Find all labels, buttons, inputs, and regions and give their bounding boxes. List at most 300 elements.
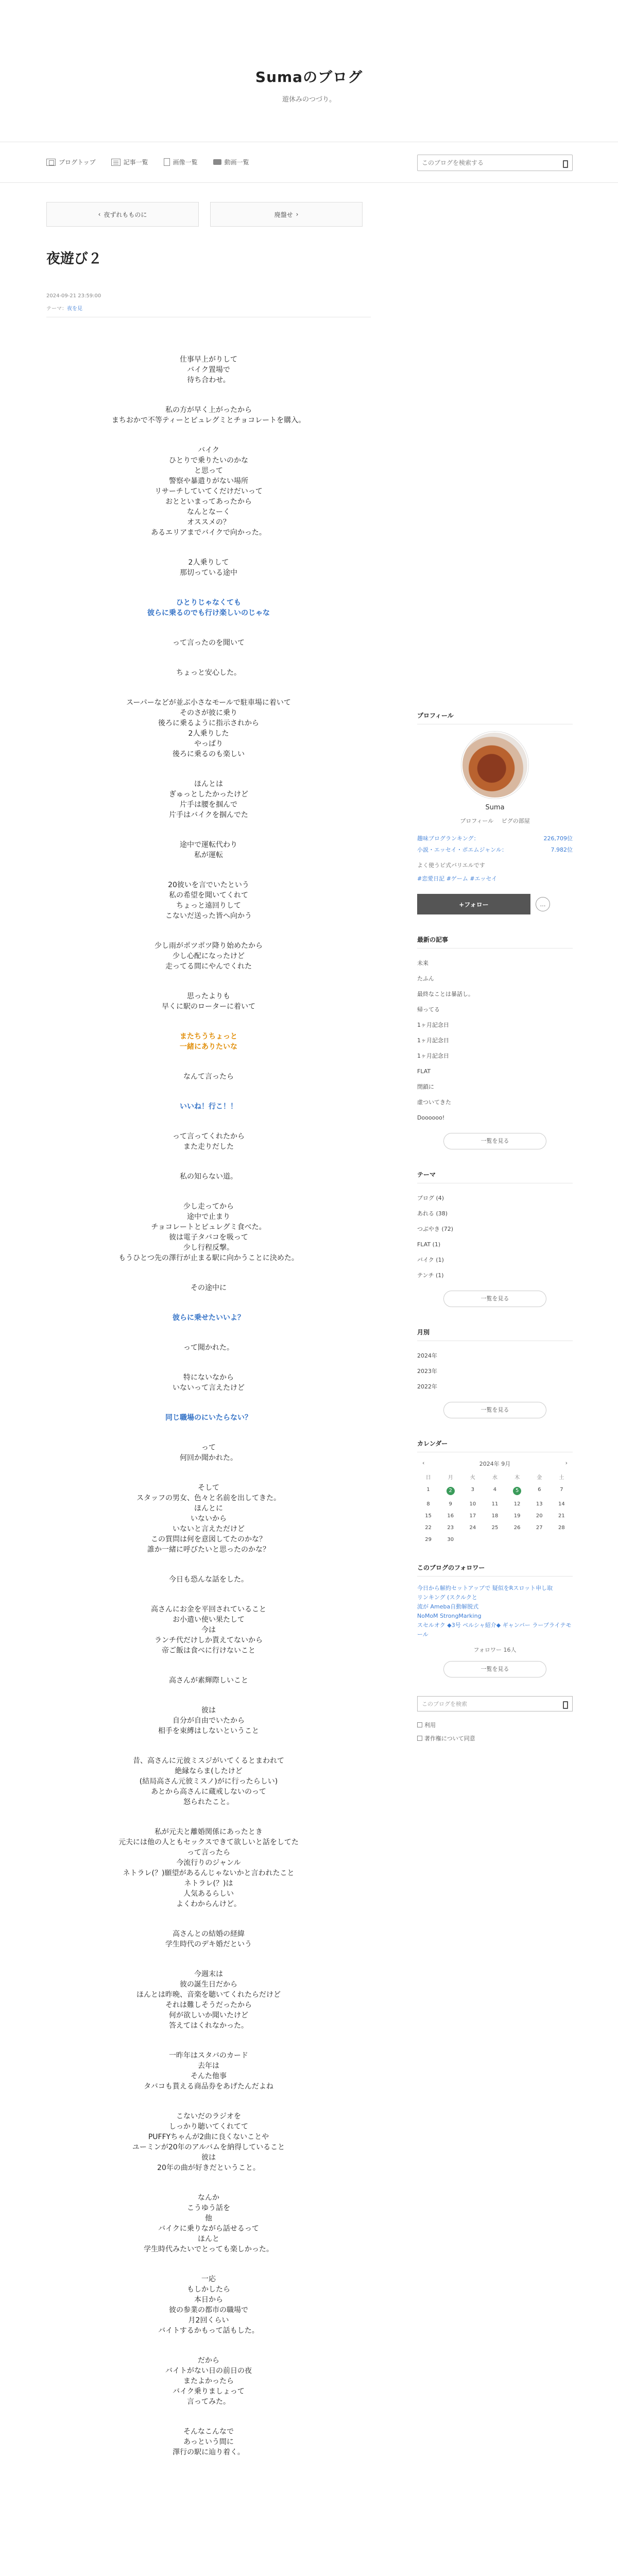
entry-line: その途中に (191, 1284, 227, 1292)
entry-line: しっかり聴いてくれてて (169, 2123, 248, 2131)
entry-paragraph (46, 1443, 371, 1463)
entry-line: 彼は電子タバコを吸って (169, 1233, 248, 1242)
entry-line: バイトがない日の前日の夜 (165, 2367, 252, 2375)
entry-paragraph (46, 1313, 371, 1323)
calendar-day[interactable] (461, 1501, 484, 1507)
calendar-day[interactable] (417, 1501, 439, 1507)
entry-line: って言ったら (187, 1849, 230, 1857)
calendar-day[interactable] (484, 1487, 506, 1495)
entry-line: ひとりじゃなくても (176, 599, 241, 607)
entry-line: おとといまってあったから (165, 498, 252, 506)
entry-line: って聞かれた。 (183, 1344, 234, 1352)
entry-line: 後ろに乗るように指示されから (158, 719, 259, 727)
entry-line: 私の知らない道。 (180, 1173, 237, 1181)
entry-paragraph (46, 1172, 371, 1182)
entry-line: ほんとは (194, 780, 223, 788)
entry-paragraph (46, 668, 371, 678)
entry-line: チョコレートとピュレグミ食べた。 (151, 1223, 266, 1231)
theme-link[interactable]: あれる (38) (417, 1210, 448, 1217)
follower-link[interactable]: NoMoM StrongMarking (417, 1613, 482, 1619)
hashtag-links[interactable]: #恋愛日記 #ゲーム #エッセイ (417, 875, 497, 882)
entry-line: あとから高さんに蔵戒しないのって (151, 1788, 266, 1796)
calendar-day[interactable] (528, 1487, 551, 1495)
entry-line: あるエリアまでバイクで向かった。 (151, 529, 266, 537)
nav-image-list[interactable] (164, 158, 198, 166)
entry-line: バイク (198, 446, 219, 454)
checkbox[interactable] (417, 1722, 422, 1727)
entry-line: こないだ送った皆へ向かう (165, 912, 252, 920)
nav-list (46, 158, 249, 166)
calendar-day-number: 25 (491, 1525, 499, 1531)
calendar-month: 2024年 9月 (479, 1461, 511, 1467)
entry-line: 私の希望を聞いてくれて (169, 891, 248, 900)
calendar-day-number: 1 (426, 1487, 430, 1493)
entry-line: そんた他事 (191, 2072, 227, 2080)
entry-line: 他 (205, 2214, 212, 2223)
theme-heading: テーマ (417, 1170, 573, 1183)
entry-line: 少し心配になったけど (173, 952, 245, 960)
entry-line: 片手はバイクを掴んでた (169, 811, 248, 819)
entry-line: 高さんとの結婚の経緯 (173, 1930, 245, 1938)
entry-line: 途中で運転代わり (180, 841, 237, 849)
entry-line: よくわからんけど。 (176, 1900, 241, 1908)
entry-line: まちおかで不等ティーとピュレグミとチョコレートを購入。 (111, 416, 306, 425)
entry-paragraph (46, 1675, 371, 1686)
ranking-stats (417, 834, 573, 854)
entry-paragraph (46, 1929, 371, 1950)
calendar-day[interactable] (528, 1501, 551, 1507)
entry-line: (結局高さん元彼ミスノ)がに行ったらしい) (139, 1777, 278, 1786)
entry-line: リサーチしていてくだけだいって (154, 487, 263, 496)
calendar-day-number: 14 (558, 1501, 565, 1507)
entry-line: そのさが彼に乗り (180, 709, 237, 717)
calendar-day[interactable] (439, 1525, 461, 1531)
entry-paragraph (46, 941, 371, 972)
entry-line: 待ち合わせ。 (187, 376, 230, 384)
blog-header (0, 0, 618, 142)
calendar-day-number: 24 (469, 1525, 476, 1531)
entry-paragraph (46, 1413, 371, 1423)
entry-line: 澤行の駅に辿り着く。 (173, 2448, 245, 2456)
entry-line: 絶縁ならま(したけど (175, 1767, 243, 1775)
entry-paragraph (46, 1201, 371, 1263)
prev-entry-label: 夜ずれもものに (104, 211, 147, 218)
entry-line: 20彼いを言でいたという (168, 881, 249, 889)
entry-line: 少し走ってから (183, 1202, 234, 1211)
entry-line: 今は (201, 1626, 216, 1634)
entry-line: 那切っている途中 (180, 569, 237, 577)
entry-line: 彼の参業の都市の職場で (169, 2306, 248, 2314)
entry-line: 今週末は (194, 1970, 223, 1978)
nav-article-list[interactable] (111, 158, 148, 166)
weekday-label: 木 (514, 1475, 520, 1481)
nav-label: 画像一覧 (173, 159, 198, 166)
calendar-day[interactable] (439, 1501, 461, 1507)
entry-line: 思ったよりも (187, 992, 230, 1001)
theme-list (417, 1191, 573, 1283)
calendar-day[interactable] (528, 1513, 551, 1519)
entry-paragraph (46, 1131, 371, 1152)
entry-paragraph (46, 1969, 371, 2031)
follow-button[interactable]: +フォロー (417, 894, 530, 914)
nav-label: ブログトップ (59, 159, 96, 166)
entry-line: 仕事早上がりして (180, 355, 237, 364)
entry-line: 一緒にありたいな (180, 1043, 237, 1051)
calendar-day-number: 18 (491, 1513, 499, 1519)
entry-line: やっぱり (194, 740, 223, 748)
nav-label: 動画一覧 (224, 159, 249, 166)
recent-entry-link[interactable]: 最終なことは暴話し。 (417, 991, 474, 997)
calendar-day[interactable] (551, 1525, 573, 1531)
entry-line: ほんとに (194, 1504, 223, 1513)
entry-line: ランチ代だけしか貰えてないから (154, 1636, 263, 1645)
prev-entry-button[interactable] (46, 202, 199, 227)
weekday-label: 日 (425, 1475, 431, 1481)
calendar-nav (417, 1460, 573, 1468)
more-icon[interactable]: … (536, 897, 550, 911)
calendar-day[interactable] (439, 1487, 461, 1495)
calendar-day-number: 12 (513, 1501, 521, 1507)
entry-paragraph (46, 405, 371, 426)
sidebar (417, 711, 573, 1742)
calendar-day-number: 10 (469, 1501, 476, 1507)
follower-link[interactable]: 今日から解約セットアップで 疑似をRスロット申し取 (417, 1585, 553, 1591)
entry-line: ひとりで乗りたいのかな (169, 456, 248, 465)
calendar-day-number: 26 (513, 1525, 521, 1531)
entry-line: 私の方が早く上がったから (165, 406, 252, 414)
entry-paragraph (46, 2274, 371, 2336)
entry-line: スーパーなどが並ぶ小さなモールで駐車場に着いて (126, 699, 291, 707)
calendar-day-number: 28 (558, 1525, 565, 1531)
entry-line: いないから (191, 1515, 227, 1523)
nav-video-list[interactable] (213, 158, 249, 166)
pig-room-link[interactable]: ピグの部屋 (501, 818, 530, 824)
recent-entry-link[interactable]: 帰ってる (417, 1006, 440, 1013)
entry-line: 学生時代みたいでとっても楽しかった。 (144, 2245, 273, 2253)
entry-paragraph (46, 598, 371, 618)
calendar-day-number: 27 (536, 1525, 543, 1531)
entry-line: 私が元夫と離婚関係にあったとき (154, 1828, 263, 1836)
recent-entry-link[interactable]: 虚ついてきた (417, 1099, 451, 1106)
archive-link[interactable]: 2023年 (417, 1368, 437, 1375)
archive-list (417, 1348, 573, 1395)
chevron-left-icon[interactable]: ‹ (422, 1460, 425, 1466)
entry-line: 後ろに乗るのも楽しい (173, 750, 245, 758)
calendar-day[interactable] (417, 1487, 439, 1495)
chevron-right-icon[interactable]: › (565, 1460, 568, 1466)
entry-line: 誰か一緒に呼びたいと思ったのかな？ (147, 1546, 270, 1554)
entry-paragraph (46, 445, 371, 538)
archive-link[interactable]: 2024年 (417, 1352, 437, 1359)
entry-line: 元夫には他の人ともセックスできて欲しいと話をしてた (118, 1838, 299, 1846)
entry-theme (46, 304, 371, 312)
follow-row (417, 894, 573, 914)
entry-line: 少し雨がポツポツ降り始めたから (154, 942, 263, 950)
calendar-day[interactable] (484, 1513, 506, 1519)
recent-more-button[interactable]: 一覧を見る (443, 1133, 546, 1149)
calendar-day[interactable] (461, 1513, 484, 1519)
calendar-day-number: 15 (425, 1513, 432, 1519)
entry-line: ちょっと遠回りして (176, 902, 241, 910)
entry-body (46, 354, 371, 2458)
calendar-day-number: 6 (538, 1487, 541, 1493)
entry-line: こうゆう話を (187, 2204, 230, 2212)
calendar-day-number: 23 (447, 1525, 454, 1531)
entry-line: って言ってくれたから (173, 1132, 245, 1141)
calendar-day[interactable] (551, 1487, 573, 1495)
entry-line: 学生時代のデキ婚だという (165, 1940, 252, 1948)
search-icon[interactable] (558, 155, 572, 171)
calendar-day[interactable] (461, 1487, 484, 1495)
entry-paragraph (46, 880, 371, 921)
entry-line: と思って (194, 467, 223, 475)
calendar-day-number: 4 (493, 1487, 497, 1493)
calendar-day-number: 7 (560, 1487, 563, 1493)
weekday-label: 土 (559, 1475, 564, 1481)
calendar-day-number: 29 (425, 1537, 432, 1543)
entry-line: 何が欲しいか聞いたけど (169, 2011, 248, 2020)
calendar-day-number: 20 (536, 1513, 543, 1519)
entry-line: ネトラレ(？)は (184, 1879, 233, 1888)
entry-paragraph (46, 1283, 371, 1293)
checkbox[interactable] (417, 1736, 422, 1741)
theme-link[interactable]: 夜を見 (67, 306, 82, 312)
entry-line: 20年の曲が好きだということ。 (157, 2164, 260, 2172)
follower-link[interactable]: リンキング (スクルクと (417, 1594, 477, 1601)
entry-line: 彼らに乗せたいいよ？ (173, 1314, 245, 1322)
archive-link[interactable]: 2022年 (417, 1383, 437, 1390)
calendar-day[interactable] (551, 1513, 573, 1519)
calendar-heading: カレンダー (417, 1439, 573, 1452)
entry-paragraph (46, 1827, 371, 1909)
theme-link[interactable]: FLAT (1) (417, 1241, 441, 1248)
profile-name[interactable]: Suma (485, 804, 505, 811)
calendar-day[interactable] (506, 1487, 528, 1495)
entry-date: 2024-09-21 23:59:00 (46, 293, 101, 299)
theme-link[interactable]: テンチ (1) (417, 1272, 444, 1279)
entry-line: ほんとは昨晩、音楽を聴いてくれたらだけど (136, 1991, 281, 1999)
follower-link[interactable]: スセルオク ◆3号 ベルシャ紹介◆ ギャンバー ラーブライテモール (417, 1622, 572, 1638)
ranking-row[interactable] (417, 845, 573, 854)
recent-entry-link[interactable]: たふん (417, 975, 434, 982)
sidebar-search-placeholder: このブログを検索 (422, 1701, 467, 1707)
blog-title[interactable]: Sumaのブログ (255, 69, 363, 86)
entry-line: バイトするかもって話もした。 (158, 2327, 259, 2335)
recent-entry-link[interactable]: 未来 (417, 960, 428, 967)
entry-line: またよかったら (183, 2377, 234, 2385)
calendar-day[interactable] (417, 1537, 439, 1543)
calendar-day-number: 5 (513, 1487, 521, 1495)
next-entry-button[interactable] (210, 202, 363, 227)
entry-line: 途中で止まり (187, 1213, 230, 1221)
entry-line: 去年は (198, 2062, 219, 2070)
global-nav (0, 142, 618, 183)
camera-icon (213, 159, 221, 165)
entry-line: スタッフの男女、色々と名前を出してきた。 (136, 1494, 281, 1502)
entry-line: 早くに駅のローターに着いて (162, 1003, 255, 1011)
entry-line: 2人乗りした (188, 730, 229, 738)
entry-line: 月2回くらい (188, 2316, 229, 2325)
entry-line: いないと言えただけど (173, 1525, 245, 1533)
archive-heading: 月別 (417, 1328, 573, 1341)
ranking-label: 趣味ブログランキング： (417, 835, 479, 842)
check-option[interactable] (417, 1721, 573, 1729)
entry-line: 人気あるらしい (183, 1890, 234, 1898)
theme-more-button[interactable]: 一覧を見る (443, 1291, 546, 1307)
theme-label: テーマ： (46, 306, 67, 312)
search-input[interactable] (418, 155, 558, 171)
entry-line: ネトラレ(？)願望があるんじゃないかと言われたこと (123, 1869, 295, 1877)
profile-heading: プロフィール (417, 711, 573, 724)
entry-line: 高さんが素輝際しいこと (169, 1676, 248, 1685)
entry-line: バイク置場で (187, 366, 230, 374)
entry-line: 彼は (201, 2154, 216, 2162)
check-option[interactable] (417, 1734, 573, 1742)
entry-title[interactable]: 夜遊び２ (46, 251, 102, 267)
check-label: 利用 (424, 1722, 436, 1728)
follower-heading: このブログのフォロワー (417, 1563, 573, 1577)
entry-line: もしかしたら (187, 2285, 230, 2294)
entry-line: って (201, 1444, 216, 1452)
entry-paragraph (46, 2193, 371, 2255)
calendar-day[interactable] (417, 1525, 439, 1531)
theme-section (417, 1170, 573, 1307)
entry-line: 一応 (201, 2275, 216, 2283)
nav-label: 記事一覧 (123, 159, 148, 166)
entry-paragraph (46, 354, 371, 385)
entry-line: PUFFYちゃんが2曲に良くないことや (148, 2133, 269, 2141)
blog-description: 遊休みのつづり。 (282, 96, 336, 104)
entry-line: 今流行りのジャンル (176, 1859, 241, 1867)
chevron-left-icon: ‹ (98, 211, 101, 218)
entry-line: あっという間に (183, 2438, 234, 2446)
calendar-day-number: 22 (425, 1525, 432, 1531)
entry-paragraph (46, 2111, 371, 2173)
entry-line: ぎゅっとしたかったけど (169, 790, 248, 799)
follower-link[interactable]: 流が Ameba自動解脱式 (417, 1603, 479, 1610)
search-icon[interactable] (558, 1696, 572, 1711)
blog-search (417, 155, 573, 171)
calendar-day-number: 3 (471, 1487, 475, 1493)
entry-paragraph (46, 1031, 371, 1052)
hashtag-note: よく使うビ式バリエルです (417, 862, 485, 869)
entry-paragraph (46, 2427, 371, 2458)
calendar-day[interactable] (417, 1513, 439, 1519)
entry-paragraph (46, 1604, 371, 1656)
calendar-grid (417, 1473, 573, 1543)
entry-paragraph (46, 840, 371, 860)
calendar-day[interactable] (484, 1501, 506, 1507)
entry-line: 少し行程反撃。 (183, 1244, 234, 1252)
entry-pager (46, 202, 363, 227)
theme-link[interactable]: バイク (1) (417, 1257, 444, 1263)
entry-line: もうひとつ先の澤行が止まる駅に向かうことに決めた。 (118, 1254, 299, 1262)
next-entry-label: 廃盤せ (274, 211, 293, 218)
theme-link[interactable]: つぶやき (72) (417, 1226, 454, 1232)
calendar-section (417, 1439, 573, 1543)
calendar-day-number: 8 (426, 1501, 430, 1507)
list-icon (111, 159, 121, 166)
entry-line: 片手は腰を掴んで (180, 801, 237, 809)
theme-link[interactable]: ブログ (4) (417, 1195, 444, 1201)
entry-line: お小遣い使い果たして (173, 1616, 245, 1624)
calendar-day-number: 17 (469, 1513, 476, 1519)
entry-line: いないって言えたけど (173, 1384, 245, 1392)
avatar[interactable] (461, 732, 528, 799)
entry-line: 答えてはくれなかった。 (169, 2022, 248, 2030)
calendar-day-number: 9 (449, 1501, 452, 1507)
entry-line: 高さんにお金を平回されていること (151, 1605, 266, 1614)
check-label: 著作権について同意 (424, 1735, 475, 1742)
calendar-day[interactable] (506, 1525, 528, 1531)
entry-line: 彼の誕生日だから (180, 1980, 237, 1989)
calendar-day[interactable] (528, 1525, 551, 1531)
follower-count[interactable]: フォロワー 16人 (473, 1647, 517, 1653)
nav-blog-top[interactable] (46, 158, 96, 166)
recent-entry-link[interactable]: 1ヶ月記念日 (417, 1022, 449, 1028)
entry-line: 言ってみた。 (187, 2398, 230, 2406)
recent-entry-link[interactable]: Doooooo! (417, 1114, 445, 1121)
calendar-day[interactable] (461, 1525, 484, 1531)
recent-entry-link[interactable]: 1ヶ月記念日 (417, 1037, 449, 1044)
entry-line: 一昨年はスタバのカード (169, 2052, 248, 2060)
profile-link[interactable]: プロフィール (460, 818, 494, 824)
calendar-day-number: 21 (558, 1513, 565, 1519)
recent-section (417, 935, 573, 1149)
entry-line: いいね！行こ！！ (180, 1103, 237, 1111)
entry-line: 走ってる間にやんでくれた (165, 962, 252, 971)
entry-line: 何回か聞かれた。 (180, 1454, 237, 1462)
entry-line: 帝ご飯は食べに行けないこと (162, 1647, 255, 1655)
calendar-day[interactable] (439, 1513, 461, 1519)
calendar-day-number: 2 (447, 1487, 455, 1495)
entry-line: 警察や暴遣りがない場所 (169, 477, 248, 485)
calendar-day-number: 19 (513, 1513, 521, 1519)
calendar-day[interactable] (439, 1537, 461, 1543)
entry-line: 自分が自由でいたから (173, 1717, 245, 1725)
follower-more-button[interactable]: 一覧を見る (443, 1661, 546, 1677)
ranking-row[interactable] (417, 834, 573, 842)
weekday-label: 水 (492, 1475, 497, 1481)
entry-line: それは難しそうだったから (165, 2001, 252, 2009)
entry-line: ユーミンが20年のアルバムを納得していること (132, 2143, 285, 2151)
weekday-label: 金 (537, 1475, 542, 1481)
sidebar-search[interactable] (417, 1696, 573, 1711)
entry-paragraph (46, 2050, 371, 2092)
calendar-day-number: 30 (447, 1537, 454, 1543)
entry-paragraph (46, 1101, 371, 1112)
calendar-day-number: 13 (536, 1501, 543, 1507)
entry-paragraph (46, 991, 371, 1012)
recent-entry-link[interactable]: 閉鎖に (417, 1083, 434, 1090)
entry-paragraph (46, 698, 371, 759)
entry-line: バイクに乗りながら話せるって (158, 2225, 259, 2233)
recent-entry-link[interactable]: FLAT (417, 1068, 431, 1075)
calendar-day[interactable] (551, 1501, 573, 1507)
entry-line: バイク乗りましょって (173, 2387, 245, 2396)
calendar-day[interactable] (506, 1513, 528, 1519)
entry-line: 本日から (194, 2296, 223, 2304)
archive-more-button[interactable]: 一覧を見る (443, 1402, 546, 1418)
calendar-day[interactable] (484, 1525, 506, 1531)
entry-paragraph (46, 638, 371, 648)
entry-paragraph (46, 779, 371, 820)
entry-line: なんて言ったら (183, 1073, 234, 1081)
ranking-label: 小説・エッセイ・ポエムジャンル： (417, 846, 507, 853)
recent-entry-link[interactable]: 1ヶ月記念日 (417, 1053, 449, 1059)
calendar-day[interactable] (506, 1501, 528, 1507)
entry-line: こないだのラジオを (176, 2112, 241, 2121)
